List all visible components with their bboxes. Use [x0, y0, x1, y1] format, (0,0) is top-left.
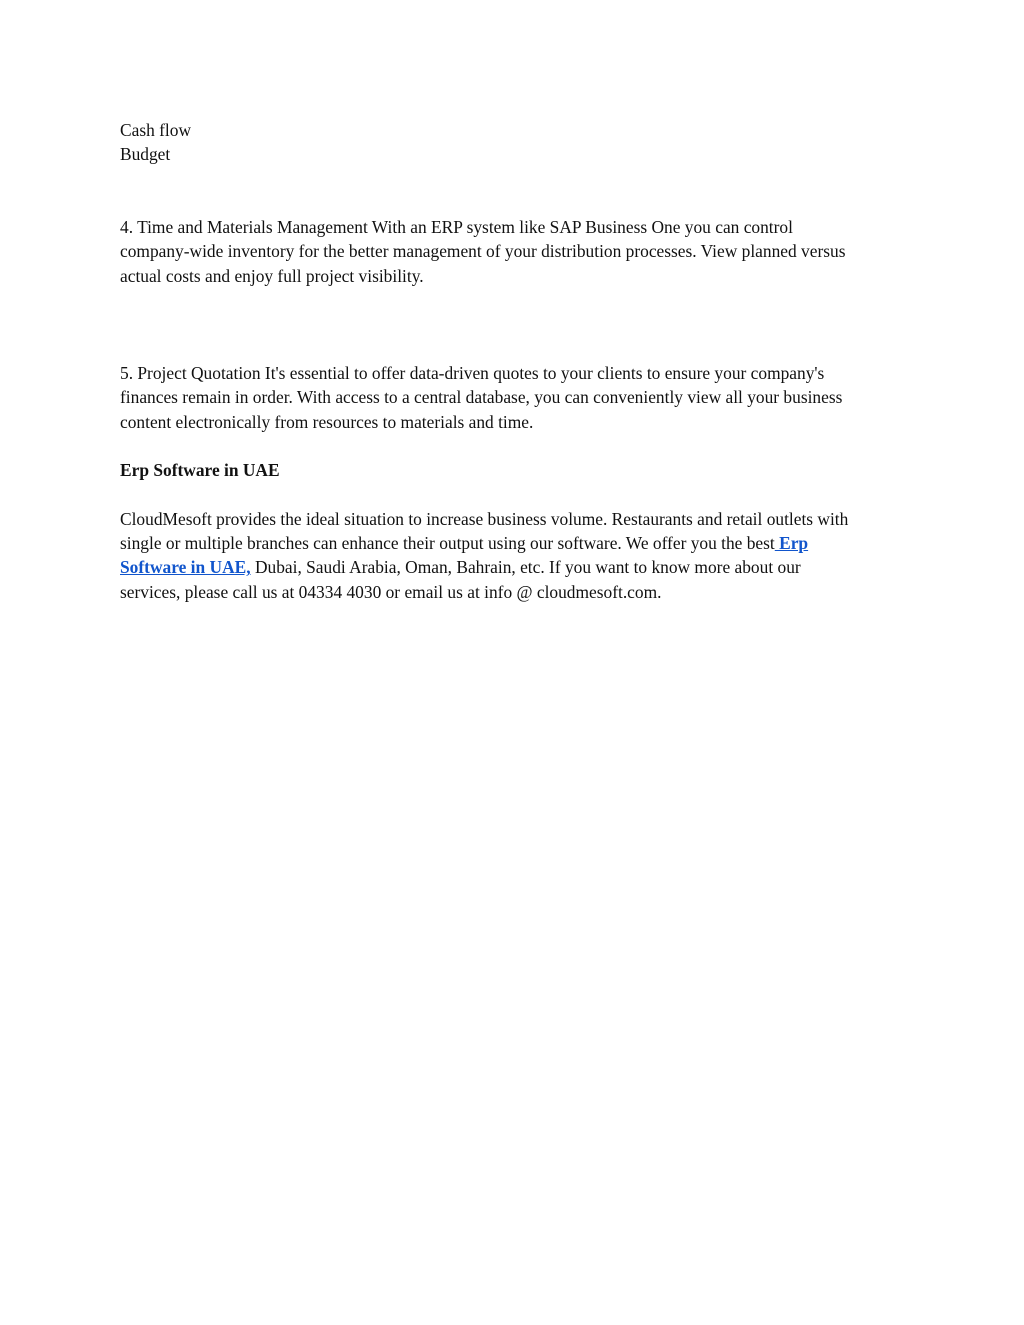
closing-line-4: services, please call us at 04334 4030 or email us at info @ cloudmesoft.com. [120, 581, 662, 602]
section-5-line-2: finances remain in order. With access to a central database, you can conveniently view all your business [120, 387, 843, 408]
section-4-paragraph [120, 215, 910, 288]
list-item-cash-flow: Cash flow [120, 120, 192, 140]
erp-software-link-part-2[interactable]: Software in UAE, [120, 557, 251, 578]
closing-line-2-text: single or multiple branches can enhance their output using our software. We offer you the best [120, 533, 775, 554]
closing-line-2 [120, 531, 910, 555]
closing-line-1: CloudMesoft provides the ideal situation to increase business volume. Restaurants and retail outlets with [120, 508, 849, 529]
closing-line-3-text: Dubai, Saudi Arabia, Oman, Bahrain, etc. If you want to know more about our [250, 557, 801, 578]
document-page [120, 118, 910, 604]
closing-line-3 [120, 555, 910, 579]
closing-paragraph [120, 507, 910, 605]
section-4-line-1: 4. Time and Materials Management With an ERP system like SAP Business One you can control [120, 216, 793, 237]
top-list [120, 118, 910, 167]
section-5-paragraph [120, 361, 910, 434]
section-heading: Erp Software in UAE [120, 460, 280, 481]
erp-software-link-part-1[interactable]: Erp [774, 533, 809, 554]
section-5-line-3: content electronically from resources to materials and time. [120, 411, 534, 432]
section-5-line-1: 5. Project Quotation It's essential to offer data-driven quotes to your clients to ensure your company's [120, 363, 825, 384]
section-4-line-2: company-wide inventory for the better management of your distribution processes. View planned versus [120, 241, 846, 262]
list-item-budget: Budget [120, 144, 171, 165]
section-4-line-3: actual costs and enjoy full project visibility. [120, 265, 424, 286]
